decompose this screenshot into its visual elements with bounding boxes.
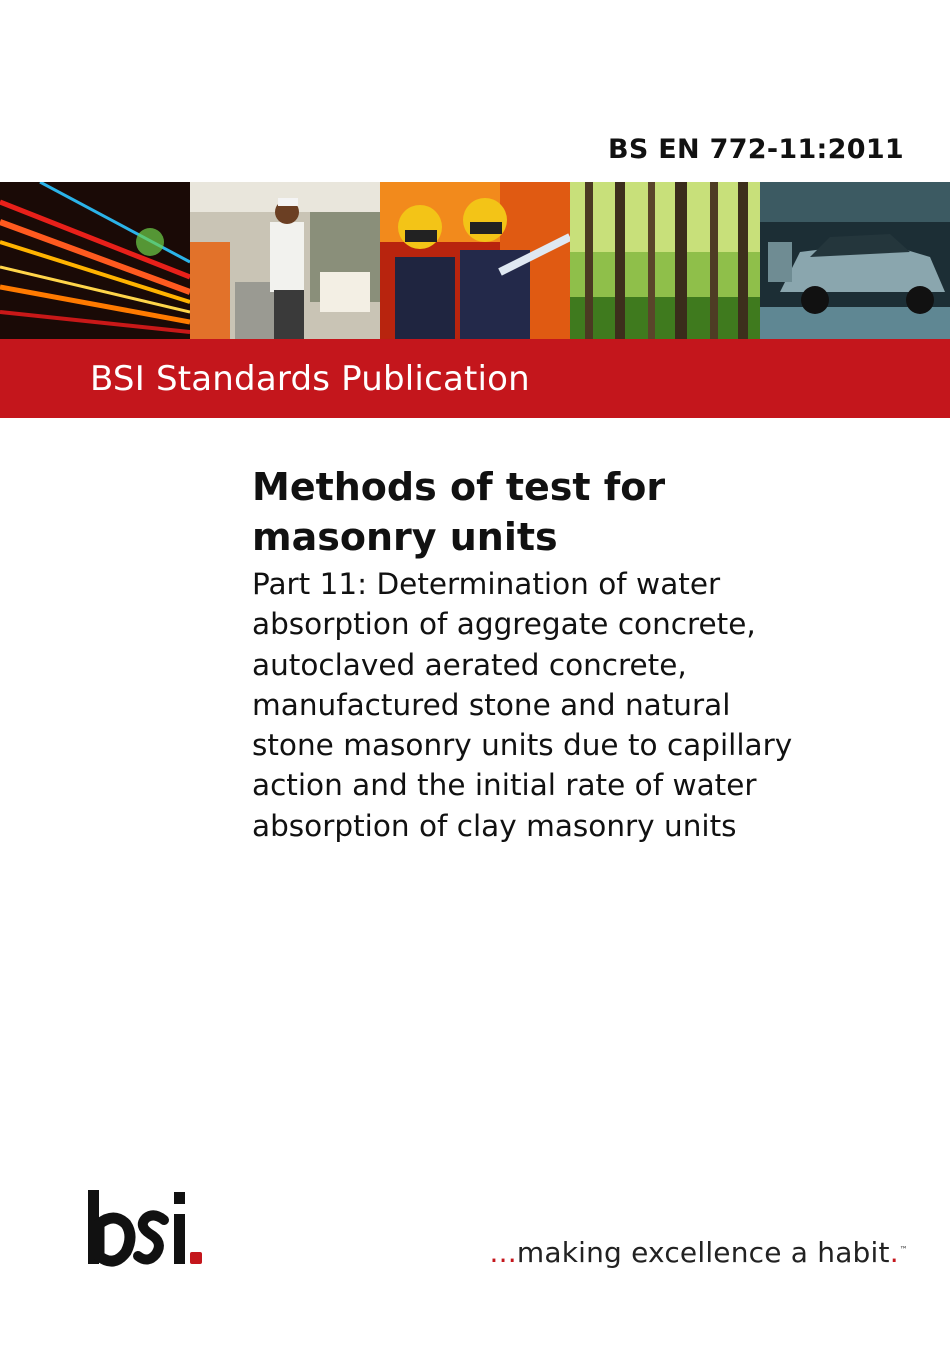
publication-banner [0,339,950,418]
forest-photo [570,182,760,339]
light-trails-photo [0,182,190,339]
car-factory-photo [760,182,950,339]
tagline-text: making excellence a habit [516,1236,890,1269]
title-block [252,462,892,846]
firefighters-photo [380,182,570,339]
publication-label: BSI Standards Publication [90,359,530,399]
photo-strip [0,182,950,339]
brand-tagline [490,1236,908,1269]
document-subtitle: Part 11: Determination of water absorption of aggregate concrete, autoclaved aerated concrete, manufactured stone and natural stone masonry units due to capillary action and the initial rate of water absorption of clay masonry units [252,567,793,843]
warehouse-worker-photo [190,182,380,339]
document-title: Methods of test for masonry units [252,465,666,559]
trademark-mark: ™ [899,1244,908,1254]
bsi-logo [84,1184,210,1270]
tagline-end-dot: . [889,1236,899,1269]
document-number: BS EN 772-11:2011 [607,134,904,165]
tagline-dots: ... [489,1236,517,1269]
